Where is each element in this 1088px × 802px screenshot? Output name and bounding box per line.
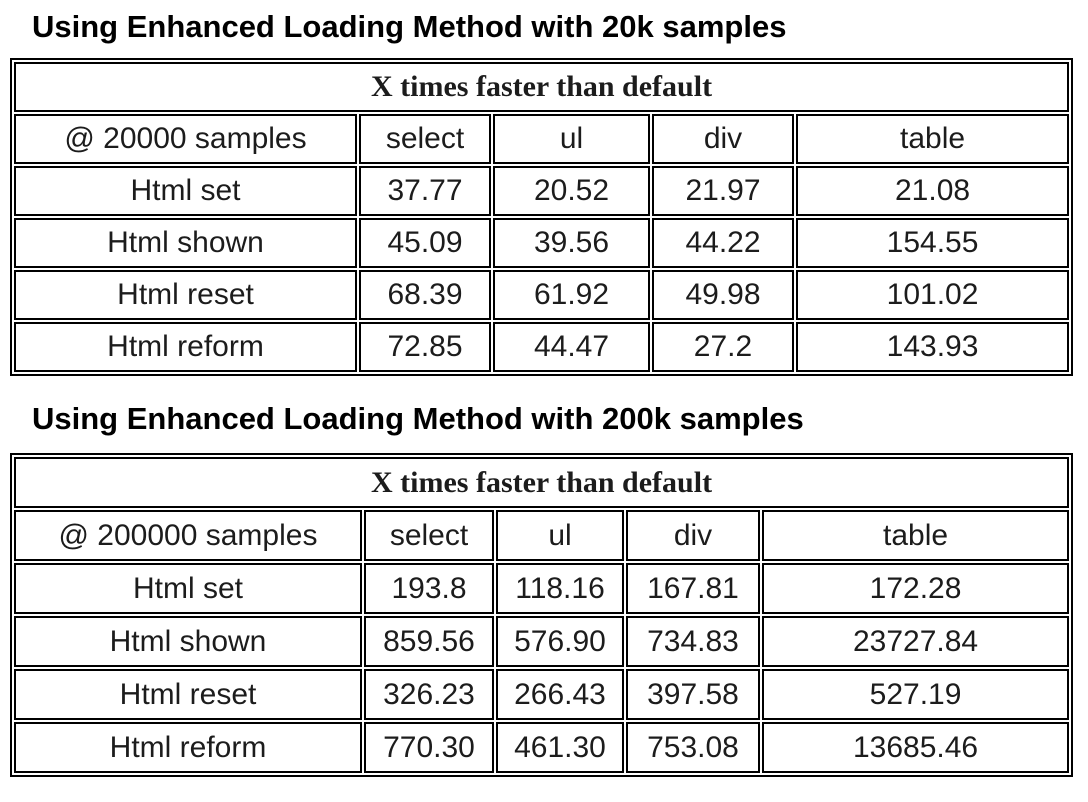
row-label: Html shown <box>14 616 362 667</box>
table-cell: 859.56 <box>364 616 494 667</box>
table-row <box>14 722 1069 773</box>
table-cell: 576.90 <box>496 616 624 667</box>
table-cell: 72.85 <box>359 322 491 372</box>
banner-row <box>14 62 1069 112</box>
table-cell: 118.16 <box>496 563 624 614</box>
row-label: Html set <box>14 563 362 614</box>
table-row <box>14 616 1069 667</box>
column-header-div: div <box>652 114 794 164</box>
table-row <box>14 669 1069 720</box>
section-20k <box>10 8 1088 376</box>
table-cell: 21.08 <box>796 166 1069 216</box>
column-header-samples: @ 20000 samples <box>14 114 357 164</box>
table-cell: 49.98 <box>652 270 794 320</box>
table-row <box>14 166 1069 216</box>
row-label: Html reset <box>14 669 362 720</box>
row-label: Html set <box>14 166 357 216</box>
header-row <box>14 510 1069 561</box>
column-header-samples: @ 200000 samples <box>14 510 362 561</box>
table-cell: 21.97 <box>652 166 794 216</box>
benchmark-table-200k <box>10 453 1073 777</box>
row-label: Html reform <box>14 722 362 773</box>
column-header-ul: ul <box>496 510 624 561</box>
table-cell: 461.30 <box>496 722 624 773</box>
table-banner: X times faster than default <box>14 62 1069 112</box>
column-header-select: select <box>364 510 494 561</box>
row-label: Html reform <box>14 322 357 372</box>
section-title-20k: Using Enhanced Loading Method with 20k samples <box>32 9 787 44</box>
section-200k <box>10 400 1088 777</box>
section-title-200k: Using Enhanced Loading Method with 200k samples <box>32 401 804 437</box>
column-header-div: div <box>626 510 760 561</box>
benchmark-table-20k <box>10 58 1073 376</box>
column-header-table: table <box>796 114 1069 164</box>
table-cell: 143.93 <box>796 322 1069 372</box>
table-cell: 154.55 <box>796 218 1069 268</box>
table-cell: 39.56 <box>493 218 650 268</box>
table-cell: 326.23 <box>364 669 494 720</box>
column-header-table: table <box>762 510 1069 561</box>
table-cell: 753.08 <box>626 722 760 773</box>
table-cell: 172.28 <box>762 563 1069 614</box>
table-cell: 23727.84 <box>762 616 1069 667</box>
table-cell: 44.22 <box>652 218 794 268</box>
column-header-ul: ul <box>493 114 650 164</box>
banner-row <box>14 457 1069 508</box>
table-row <box>14 322 1069 372</box>
table-cell: 527.19 <box>762 669 1069 720</box>
column-header-select: select <box>359 114 491 164</box>
table-cell: 37.77 <box>359 166 491 216</box>
table-cell: 27.2 <box>652 322 794 372</box>
row-label: Html reset <box>14 270 357 320</box>
table-cell: 167.81 <box>626 563 760 614</box>
table-cell: 45.09 <box>359 218 491 268</box>
table-cell: 193.8 <box>364 563 494 614</box>
table-cell: 44.47 <box>493 322 650 372</box>
table-banner: X times faster than default <box>14 457 1069 508</box>
table-row <box>14 270 1069 320</box>
table-cell: 20.52 <box>493 166 650 216</box>
table-cell: 770.30 <box>364 722 494 773</box>
table-cell: 13685.46 <box>762 722 1069 773</box>
header-row <box>14 114 1069 164</box>
table-cell: 266.43 <box>496 669 624 720</box>
table-cell: 68.39 <box>359 270 491 320</box>
table-cell: 101.02 <box>796 270 1069 320</box>
row-label: Html shown <box>14 218 357 268</box>
table-row <box>14 218 1069 268</box>
table-cell: 734.83 <box>626 616 760 667</box>
table-cell: 61.92 <box>493 270 650 320</box>
table-row <box>14 563 1069 614</box>
table-cell: 397.58 <box>626 669 760 720</box>
